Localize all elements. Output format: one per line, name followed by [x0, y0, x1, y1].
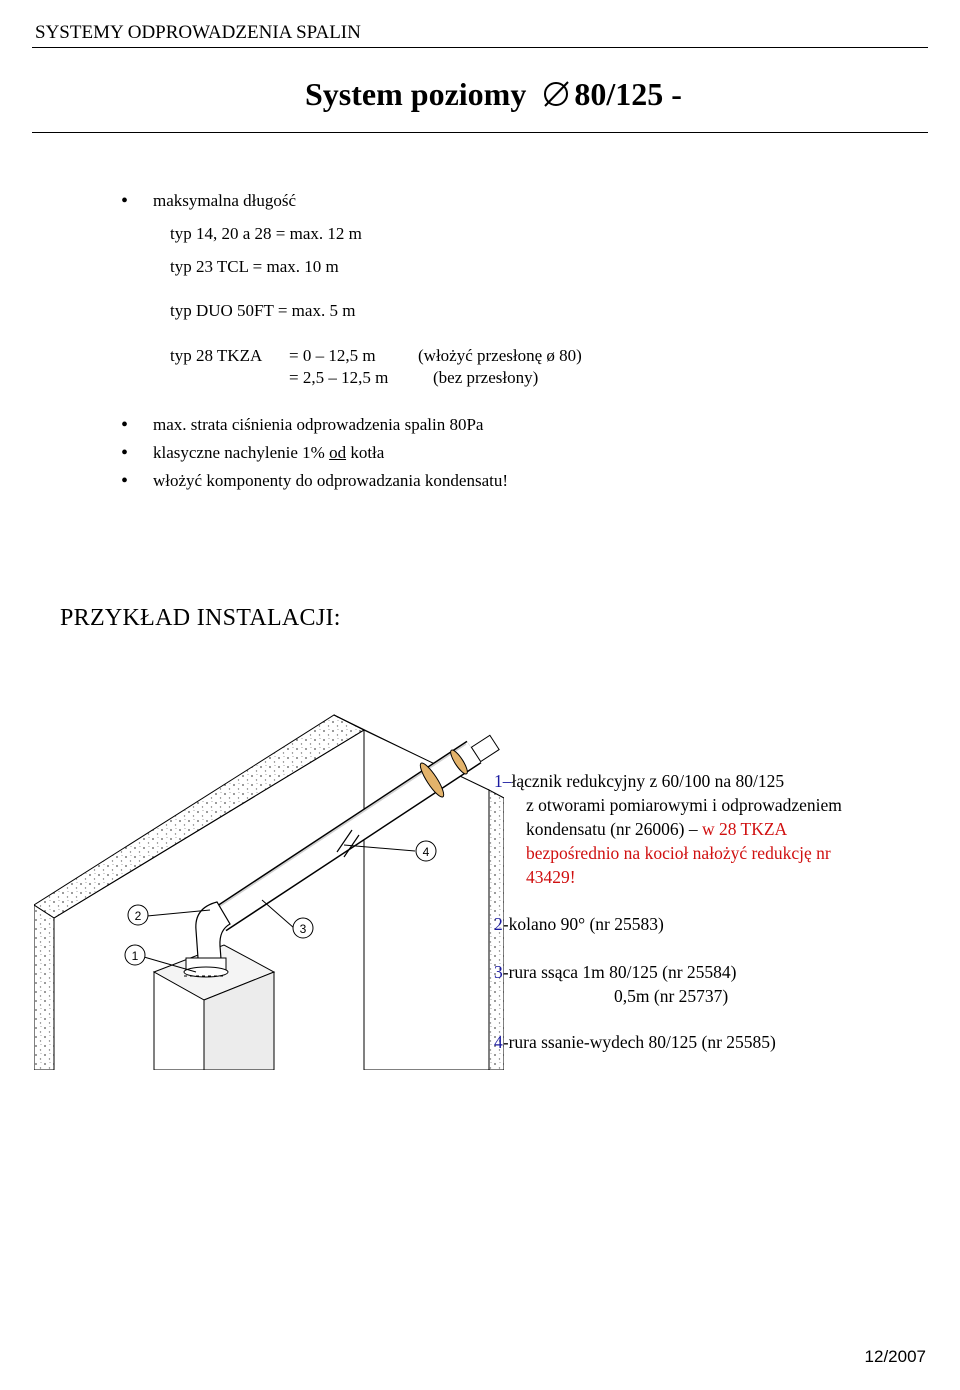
spec-slope-pre: klasyczne nachylenie 1% [153, 443, 330, 462]
bullet-dot: • [121, 190, 129, 212]
legend-item-4-text: -rura ssanie-wydech 80/125 (nr 25585) [502, 1032, 776, 1052]
spec-line: typ 14, 20 a 28 = max. 12 m [170, 224, 362, 243]
tkza-note-2: (bez przesłony) [433, 368, 539, 387]
spec-slope-post: kotła [346, 443, 385, 462]
tkza-range-1: = 0 – 12,5 m [289, 346, 376, 365]
tkza-label: typ 28 TKZA [170, 346, 263, 365]
spec-max-length: maksymalna długość [153, 191, 297, 210]
legend-item-3 [494, 964, 737, 982]
legend-item-1-part: kondensatu (nr 26006) [526, 819, 685, 839]
bullet-dot: • [121, 442, 129, 464]
callout-1-label: 1 [131, 949, 139, 963]
callout-3 [262, 900, 313, 938]
spec-line: typ 23 TCL = max. 10 m [170, 257, 339, 276]
spec-condensate: włożyć komponenty do odprowadzania kondensatu! [153, 471, 509, 490]
callout-4-label: 4 [422, 845, 430, 859]
diameter-icon [542, 79, 570, 107]
legend-item-4 [494, 1034, 776, 1052]
title-suffix: 80/125 - [574, 76, 682, 112]
header-rule [32, 47, 928, 48]
page-title [305, 76, 682, 113]
legend-item-1-line2: z otworami pomiarowymi i odprowadzeniem [526, 795, 842, 815]
legend-item-3-line2: 0,5m (nr 25737) [614, 986, 729, 1006]
title-rule [32, 132, 928, 133]
installation-diagram [34, 710, 504, 1070]
callout-3-label: 3 [299, 922, 307, 936]
legend-item-1-line3: kondensatu (nr 26006) – w 28 TKZA [526, 819, 788, 839]
title-prefix: System poziomy [305, 76, 535, 112]
legend-num-3: 3 [494, 962, 503, 982]
legend-item-2 [494, 916, 664, 934]
legend-item-1 [494, 773, 784, 791]
header-title: SYSTEMY ODPROWADZENIA SPALIN [35, 22, 361, 43]
legend-num-4: 4 [494, 1032, 503, 1052]
bullet-dot: • [121, 414, 129, 436]
legend-item-1-highlight: w 28 TKZA [701, 819, 788, 839]
legend-item-2-text: -kolano 90° (nr 25583) [502, 914, 664, 934]
legend-dash-1: – [502, 771, 512, 791]
spec-line: typ DUO 50FT = max. 5 m [170, 301, 356, 320]
elbow-adapter [184, 902, 230, 977]
tkza-range-2: = 2,5 – 12,5 m [289, 368, 389, 387]
footer-date: 12/2007 [864, 1347, 926, 1366]
legend-item-1-text: łącznik redukcyjny z 60/100 na 80/125 [511, 771, 785, 791]
bullet-dot: • [121, 470, 129, 492]
legend-item-3-text: -rura ssąca 1m 80/125 (nr 25584) [502, 962, 737, 982]
spec-slope-underlined: od [329, 443, 347, 462]
legend-num-1: 1 [494, 771, 503, 791]
section-heading: PRZYKŁAD INSTALACJI: [60, 605, 341, 631]
spec-slope [153, 443, 384, 463]
legend-item-1-line5: 43429! [526, 867, 576, 887]
spec-pressure-loss: max. strata ciśnienia odprowadzenia spalin 80Pa [153, 415, 484, 434]
tkza-note-1: (włożyć przesłonę ø 80) [418, 346, 582, 365]
legend-num-2: 2 [494, 914, 503, 934]
callout-2-label: 2 [134, 909, 142, 923]
legend-item-1-line4: bezpośrednio na kocioł nałożyć redukcję nr [526, 843, 831, 863]
